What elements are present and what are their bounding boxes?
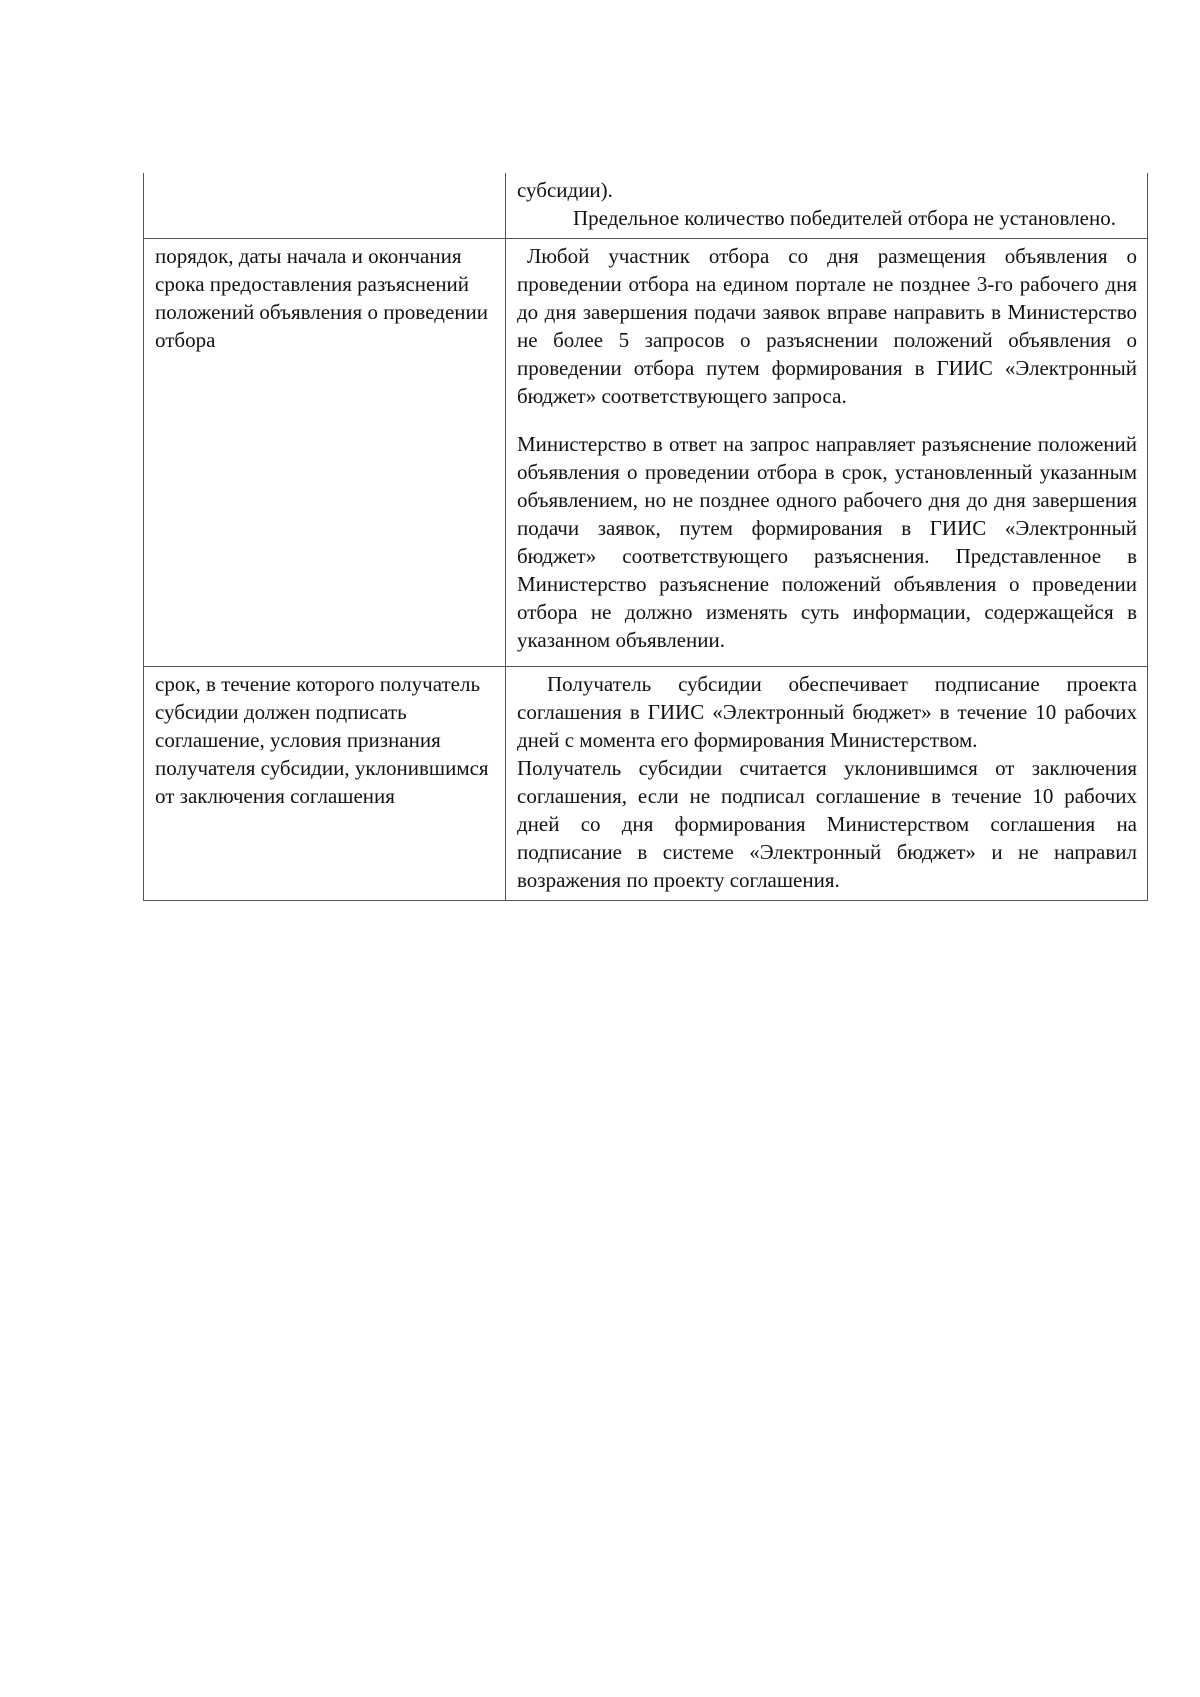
- table-cell-label: срок, в течение которого получатель субсидии должен подписать соглашение, условия признания получателя субсидии, уклонившимся от заключения соглашения: [144, 667, 506, 901]
- paragraph: субсидии).: [517, 178, 613, 202]
- table-row: [144, 239, 1148, 667]
- table-cell-label: [144, 173, 506, 239]
- paragraph: Министерство в ответ на запрос направляет разъяснение положений объявления о проведении отбора в срок, установленный указанным объявлением, но не позднее одного рабочего дня до дня завершения подачи заявок, путем формирования в ГИИС «Электронный бюджет» соответствующего разъяснения. Представленное в Министерство разъяснение положений объявления о проведении отбора не должно изменять суть информации, содержащейся в указанном объявлении.: [517, 432, 1137, 652]
- paragraph: Любой участник отбора со дня размещения объявления о проведении отбора на едином портале не позднее 3-го рабочего дня до дня завершения подачи заявок вправе направить в Министерство не более 5 запросов о разъяснении положений объявления о проведении отбора путем формирования в ГИИС «Электронный бюджет» соответствующего запроса.: [517, 244, 1137, 408]
- table-cell-label: порядок, даты начала и окончания срока предоставления разъяснений положений объявления о проведении отбора: [144, 239, 506, 667]
- table-cell-content: [506, 667, 1148, 901]
- paragraph: Предельное количество победителей отбора не установлено.: [573, 206, 1116, 230]
- paragraph: Получатель субсидии обеспечивает подписание проекта соглашения в ГИИС «Электронный бюджет» в течение 10 рабочих дней с момента его формирования Министерством.: [517, 672, 1137, 752]
- document-table: [143, 173, 1148, 901]
- paragraph: Получатель субсидии считается уклонившимся от заключения соглашения, если не подписал соглашение в течение 10 рабочих дней со дня формирования Министерством соглашения на подписание в системе «Электронный бюджет» и не направил возражения по проекту соглашения.: [517, 756, 1137, 892]
- table-cell-content: [506, 173, 1148, 239]
- table-row: [144, 173, 1148, 239]
- table-row: [144, 667, 1148, 901]
- table-cell-content: [506, 239, 1148, 667]
